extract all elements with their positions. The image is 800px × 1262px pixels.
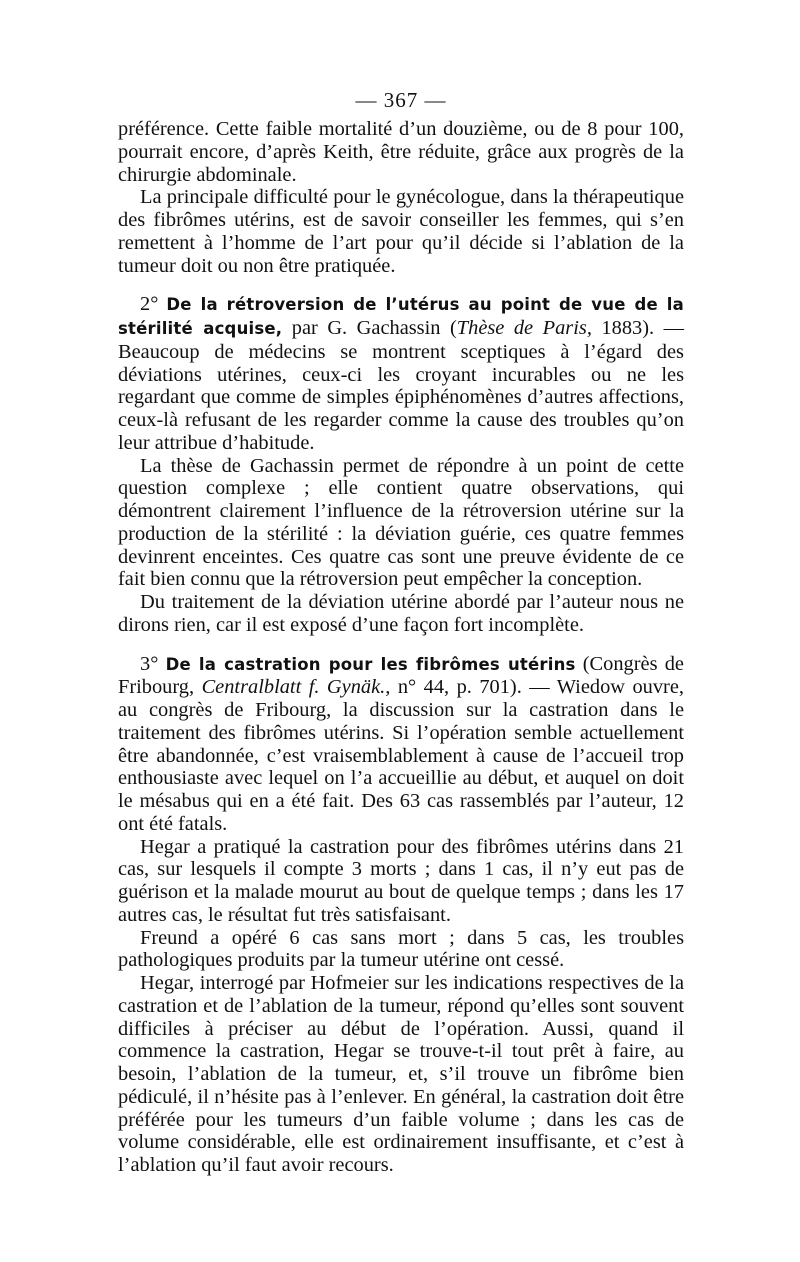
section-2 — [118, 293, 684, 636]
section-author: par G. Gachassin ( — [282, 317, 457, 339]
section-intro: (Congrès de Fribourg, — [118, 652, 684, 699]
paragraph: La principale difficulté pour le gynécologue, dans la thérapeutique des fibrômes utérins, est de savoir conseiller les femmes, qui s’en remettent à l’homme de l’art pour qu’il décide si l’ablation de la tumeur doit ou non être pratiquée. — [118, 186, 684, 277]
section-3-intro — [118, 653, 684, 836]
paragraph: préférence. Cette faible mortalité d’un douzième, ou de 8 pour 100, pourrait encore, d’après Keith, être réduite, grâce aux progrès de la chirurgie abdominale. — [118, 118, 684, 186]
section-number: 2° — [140, 293, 159, 316]
section-title: De la rétroversion de l’utérus au point de vue de la stérilité acquise, — [118, 295, 684, 338]
paragraph: Freund a opéré 6 cas sans mort ; dans 5 cas, les troubles pathologiques produits par la tumeur utérine ont cessé. — [118, 926, 684, 972]
section-text: 1883). — Beaucoup de médecins se montrent sceptiques à l’égard des déviations utérines, ceux-ci les croyant incurables ou ne les regardant que comme de simples épiphénomènes d’autres affections, ceux-là refusant de les regarder comme la cause des troubles qu’on leur attribue d’habitude. — [118, 317, 685, 454]
section-source: Centralblatt f. Gynäk., — [201, 676, 391, 699]
section-text: n° 44, p. 701). — Wiedow ouvre, au congrès de Fribourg, la discussion sur la castration dans le traitement des fibrômes utérins. Si l’opération semble actuellement être abandonnée, c’est vraisemblablement à cause de l’accueil trop enthousiaste avec lequel on l’a accueillie au début, et auquel on doit le mésabus qui en a été fait. Des 63 cas rassemblés par l’auteur, 12 ont été fatals. — [118, 676, 684, 835]
page-number: — 367 — — [355, 88, 447, 112]
section-3 — [118, 653, 684, 1177]
book-page — [118, 88, 684, 1177]
section-number: 3° — [140, 652, 159, 675]
paragraph: Hegar a pratiqué la castration pour des fibrômes utérins dans 21 cas, sur lesquels il compte 3 morts ; dans 1 cas, il n’y eut pas de guérison et la malade mourut au bout de quelque temps ; dans les 17 autres cas, le résultat fut très satisfaisant. — [118, 835, 684, 926]
section-2-intro — [118, 293, 684, 454]
section-title: De la castration pour les fibrômes utérins — [165, 654, 576, 674]
paragraph: Hegar, interrogé par Hofmeier sur les indications respectives de la castration et de l’ablation de la tumeur, répond qu’elles sont souvent difficiles à préciser au début de l’opération. Aussi, quand il commence la castration, Hegar se trouve-t-il tout prêt à faire, au besoin, l’ablation de la tumeur, et, s’il trouve un fibrôme bien pédiculé, il n’hésite pas à l’enlever. En général, la castration doit être préférée pour les tumeurs d’un faible volume ; dans les cas de volume considérable, elle est ordinairement insuffisante, et c’est à l’ablation qu’il faut avoir recours. — [118, 972, 684, 1176]
paragraph: Du traitement de la déviation utérine abordé par l’auteur nous ne dirons rien, car il est exposé d’une façon fort incomplète. — [118, 591, 684, 636]
paragraph: La thèse de Gachassin permet de répondre à un point de cette question complexe ; elle contient quatre observations, qui démontrent clairement l’influence de la rétroversion utérine sur la production de la stérilité : la déviation guérie, ces quatre femmes devinrent enceintes. Ces quatre cas sont une preuve évidente de ce fait bien connu que la rétroversion peut empêcher la conception. — [118, 454, 684, 591]
section-source: Thèse de Paris, — [456, 317, 592, 339]
